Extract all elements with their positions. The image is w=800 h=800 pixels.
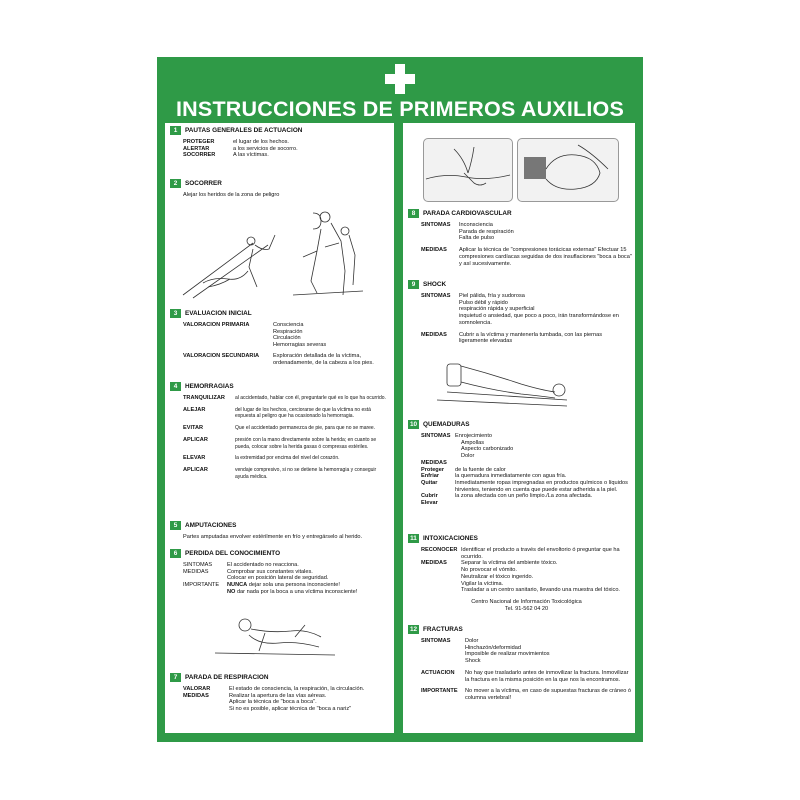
list-item: Hinchazón/deformidad <box>465 644 521 651</box>
toxicology-center: Centro Nacional de Información Toxicológica <box>471 598 582 605</box>
row-label: APLICAR <box>183 466 208 473</box>
first-aid-poster <box>157 57 643 742</box>
row-text: Inmediatamente ropas impregnadas en productos químicos o líquidos hirvientes, teniendo en cuenta que puede estar adherida a la piel. <box>455 479 628 493</box>
list-item: Imposible de realizar movimientos <box>465 651 550 658</box>
list-item: Ampollas <box>461 439 485 446</box>
row-label: IMPORTANTE <box>183 582 220 589</box>
list-item: Si no es posible, aplicar técnica de "boca a nariz" <box>229 706 352 713</box>
section-title: SOCORRER <box>185 180 222 187</box>
row-label: VALORACION SECUNDARIA <box>183 352 260 359</box>
section-number: 7 <box>170 673 181 682</box>
row-text: Aplicar la técnica de "compresiones torácicas externas" Efectuar 15 compresiones cardíacas seguidas de dos insuflaciones "boca a boca" y así sucesivamente. <box>459 247 632 267</box>
row-text: vendaje compresivo, si no se detiene la hemorragia y conseguir ayuda médica. <box>235 466 377 480</box>
list-item: Consciencia <box>273 322 304 328</box>
row-label: PROTEGER <box>183 139 215 145</box>
section-title: PERDIDA DEL CONOCIMIENTO <box>185 550 281 557</box>
section-2 <box>170 179 391 199</box>
list-item: Dolor <box>465 638 479 644</box>
section-title: AMPUTACIONES <box>185 522 237 529</box>
row-label: RECONOCER <box>421 547 458 553</box>
rescue-illustration <box>173 203 383 301</box>
list-item: Vigilar la víctima. <box>461 580 504 587</box>
row-label: MEDIDAS <box>421 459 447 466</box>
list-item: Circulación <box>273 335 301 342</box>
list-item: Aspecto carbonizado <box>461 446 514 453</box>
row-label: VALORAR <box>183 686 211 692</box>
list-item: Enrojecimiento <box>455 433 492 439</box>
row-label: SINTOMAS <box>183 562 213 568</box>
list-item: Realizar la apertura de las vías aéreas. <box>229 692 327 699</box>
section-8 <box>408 209 632 267</box>
poster-title: INSTRUCCIONES DE PRIMEROS AUXILIOS <box>176 97 624 121</box>
shock-position-illustration <box>427 352 577 414</box>
row-label: MEDIDAS <box>421 247 447 254</box>
airway-opening-illustration <box>517 138 619 202</box>
row-label: IMPORTANTE <box>421 688 458 695</box>
row-text: No hay que trasladarlo antes de inmovilizar la fractura. Inmovilizar la fractura en la misma posición en la que nos la encontramos. <box>465 669 629 683</box>
row-text: de la fuente de calor <box>455 466 506 473</box>
row-label: Enfriar <box>421 473 440 480</box>
row-label: MEDIDAS <box>183 568 209 575</box>
section-7 <box>170 673 391 713</box>
list-item: No provocar el vómito. <box>461 567 517 574</box>
list-item: Dolor <box>461 453 475 460</box>
row-label: ACTUACION <box>421 669 455 676</box>
list-item: Hemorragias severas <box>273 342 327 349</box>
row-text: No mover a la víctima, en caso de supuestas fracturas de cráneo ó columna vertebral! <box>465 688 632 701</box>
section-title: PAUTAS GENERALES DE ACTUACION <box>185 127 303 134</box>
row-label: Proteger <box>421 466 445 473</box>
row-label: MEDIDAS <box>183 692 209 699</box>
list-item: inquietud o ansiedad, que poco a poco, irán transformándose en somnolencia. <box>459 313 619 326</box>
row-text: El accidentado no reacciona. <box>227 562 299 568</box>
row-text: Identificar el producto a través del envoltorio ó preguntar que ha ocurrido. <box>461 547 620 560</box>
section-1 <box>170 126 391 159</box>
row-label: APLICAR <box>183 436 208 443</box>
row-label: SOCORRER <box>183 152 216 159</box>
row-text: el lugar de los hechos. <box>233 139 289 145</box>
list-item: Neutralizar el tóxico ingerido. <box>461 573 534 580</box>
list-item: Falta de pulso <box>459 235 495 242</box>
section-number: 1 <box>170 126 181 135</box>
section-number: 8 <box>408 209 419 218</box>
section-9 <box>408 280 632 345</box>
row-label: TRANQUILIZAR <box>183 395 225 401</box>
row-text: a los servicios de socorro. <box>233 145 298 152</box>
section-12 <box>408 625 632 702</box>
row-text: dejar sola una persona inconsciente! <box>247 582 340 589</box>
row-text: la zona afectada con un peño limpio./La zona afectada. <box>455 493 593 500</box>
section-3 <box>170 309 391 366</box>
section-number: 4 <box>170 382 181 391</box>
list-item: Aplicar la técnica de "boca a boca". <box>229 699 317 706</box>
section-title: PARADA DE RESPIRACION <box>185 674 269 681</box>
emphasis-text: NO <box>227 588 236 595</box>
section-number: 6 <box>170 549 181 558</box>
row-label: VALORACION PRIMARIA <box>183 322 250 328</box>
list-item: Colocar en posición lateral de seguridad. <box>227 575 329 582</box>
toxicology-phone: Tel. 91-562 04 20 <box>504 605 549 612</box>
section-title: HEMORRAGIAS <box>185 383 234 390</box>
row-label: SINTOMAS <box>421 293 451 299</box>
list-item: Trasladar a un centro sanitario, llevando una muestra del tóxico. <box>461 587 620 594</box>
row-text: al accidentado, hablar con él, preguntarle qué es lo que ha ocurrido. <box>235 395 386 401</box>
row-text <box>455 500 632 507</box>
row-text: dar nada por la boca a una víctima inconsciente! <box>235 588 358 595</box>
row-label: EVITAR <box>183 425 204 432</box>
section-title: SHOCK <box>423 281 447 288</box>
section-text: Alejar los heridos de la zona de peligro <box>183 192 280 198</box>
section-5 <box>170 521 391 541</box>
section-text: Partes amputadas envolver estérilmente en frío y entregárselo al herido. <box>183 534 363 540</box>
row-text: presión con la mano directamente sobre la herida; en cuanto se pueda, colocar sobre la herida gasas ó compresas estériles. <box>235 436 377 450</box>
row-label: Quitar <box>421 479 438 486</box>
row-text: la quemadura inmediatamente con agua fría. <box>455 473 567 480</box>
row-label: ALEJAR <box>183 406 206 413</box>
list-item: Parada de respiración <box>459 228 514 235</box>
section-number: 11 <box>408 534 419 543</box>
list-item: Respiración <box>273 328 303 335</box>
list-item: Separar la víctima del ambiente tóxico. <box>461 560 558 567</box>
section-title: QUEMADURAS <box>423 421 470 428</box>
section-number: 9 <box>408 280 419 289</box>
section-title: PARADA CARDIOVASCULAR <box>423 210 512 217</box>
right-column <box>403 123 635 733</box>
row-text: El estado de consciencia, la respiración, la circulación. <box>229 686 365 692</box>
list-item: Shock <box>465 658 481 665</box>
row-label: ELEVAR <box>183 455 206 462</box>
section-number: 10 <box>409 421 418 428</box>
row-label: SINTOMAS <box>421 222 451 228</box>
row-text: del lugar de los hechos, cerciorarse de que la víctima no está expuesta al peligro que ha ocasionado la hemorragia. <box>235 406 371 420</box>
row-label: SINTOMAS <box>421 638 451 644</box>
row-text: Que el accidentado permanezca de pie, para que no se maree. <box>235 425 376 432</box>
list-item: respiración rápida y superficial <box>459 306 535 313</box>
section-number: 5 <box>170 521 181 530</box>
row-label: ALERTAR <box>183 145 210 152</box>
cpr-hands-illustration <box>423 138 513 202</box>
row-label: MEDIDAS <box>421 331 447 338</box>
left-column <box>165 123 394 733</box>
plus-cross-icon <box>385 64 415 94</box>
section-number: 3 <box>170 309 181 318</box>
section-number: 12 <box>409 626 418 633</box>
list-item: Piel pálida, fría y sudorosa <box>459 293 525 299</box>
row-text: Exploración detallada de la víctima, ordenadamente, de la cabeza a los pies. <box>273 352 374 366</box>
section-title: FRACTURAS <box>423 626 463 633</box>
section-10 <box>408 420 632 507</box>
row-text: la extremidad por encima del nivel del corazón. <box>235 455 340 462</box>
section-6 <box>170 549 391 596</box>
section-title: INTOXICACIONES <box>423 535 478 542</box>
list-item: Comprobar sus constantes vitales. <box>227 568 313 575</box>
section-title: EVALUACION INICIAL <box>185 310 252 317</box>
row-label: Elevar <box>421 500 438 507</box>
row-text: Cubrir a la víctima y mantenerla tumbada, con las piernas ligeramente elevadas <box>459 331 603 345</box>
row-text: A las víctimas. <box>233 152 269 159</box>
section-11 <box>408 534 632 612</box>
list-item: Pulso débil y rápido <box>459 299 508 306</box>
section-number: 2 <box>170 179 181 188</box>
row-label: MEDIDAS <box>421 560 447 567</box>
list-item: Inconsciencia <box>459 222 493 228</box>
section-4 <box>170 382 391 480</box>
emphasis-text: NUNCA <box>227 582 248 589</box>
recovery-position-illustration <box>205 607 345 663</box>
row-label: SINTOMAS <box>421 433 451 439</box>
row-label: Cubrir <box>421 493 438 500</box>
